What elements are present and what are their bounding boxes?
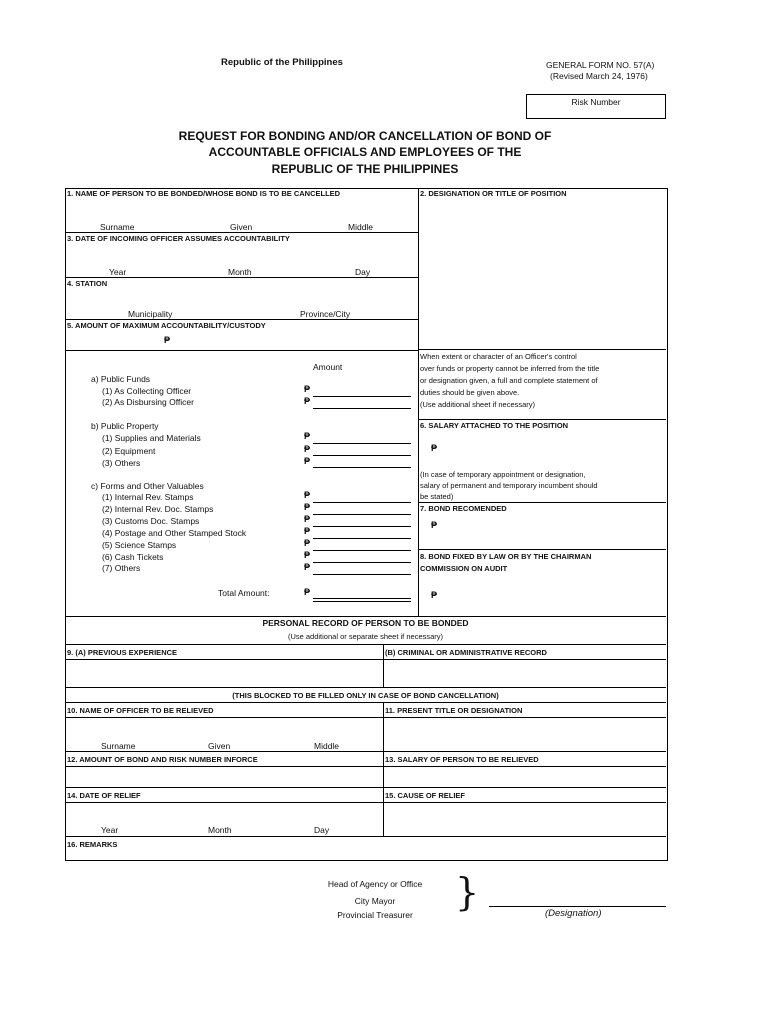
date-relief-field[interactable] [66, 803, 382, 823]
peso-sign: ₱ [304, 444, 311, 454]
peso-sign: ₱ [304, 384, 311, 394]
form-title-line-1: REQUEST FOR BONDING AND/OR CANCELLATION OF BOND OF [178, 129, 552, 143]
amount-forms-others-line[interactable] [313, 574, 411, 575]
section-8-label-line: 8. BOND FIXED BY LAW OR BY THE CHAIRMAN [420, 552, 592, 561]
section-5-label: 5. AMOUNT OF MAXIMUM ACCOUNTABILITY/CUSTODY [67, 321, 266, 330]
salary-field[interactable] [440, 435, 660, 460]
peso-sign: ₱ [304, 396, 311, 406]
middle-name-label: Middle [348, 222, 374, 232]
item-collecting-officer: (1) As Collecting Officer [102, 386, 192, 396]
bond-amount-inforce-field[interactable] [66, 767, 382, 786]
item-cash-tickets: (6) Cash Tickets [102, 552, 164, 562]
given-name-label: Given [208, 741, 231, 751]
group-forms-valuables: c) Forms and Other Valuables [91, 481, 204, 491]
bond-fixed-field[interactable] [440, 578, 660, 612]
peso-sign: ₱ [304, 587, 311, 597]
section-6-label: 6. SALARY ATTACHED TO THE POSITION [420, 421, 569, 430]
station-field[interactable] [66, 290, 417, 308]
peso-sign: ₱ [304, 550, 311, 560]
personal-record-title: PERSONAL RECORD OF PERSON TO BE BONDED [262, 618, 469, 628]
extent-note-line: or designation given, a full and complete statement of [420, 376, 598, 385]
item-customs-doc-stamps: (3) Customs Doc. Stamps [102, 516, 200, 526]
extent-note [420, 351, 666, 411]
item-forms-others: (7) Others [102, 563, 141, 573]
item-disbursing-officer: (2) As Disbursing Officer [102, 397, 194, 407]
peso-sign: ₱ [304, 526, 311, 536]
section-12-label: 12. AMOUNT OF BOND AND RISK NUMBER INFORCE [67, 755, 258, 764]
signatory-city-mayor: City Mayor [354, 896, 396, 906]
month-label: Month [208, 825, 232, 835]
salary-note-line: (In case of temporary appointment or designation, [420, 470, 586, 479]
name-bonded-field[interactable] [66, 200, 417, 218]
year-label: Year [101, 825, 119, 835]
amount-equipment-line[interactable] [313, 455, 411, 456]
total-amount-label: Total Amount: [218, 588, 270, 598]
peso-sign: ₱ [431, 443, 438, 453]
amount-customs-line[interactable] [313, 526, 411, 527]
section-1-label: 1. NAME OF PERSON TO BE BONDED/WHOSE BOND IS TO BE CANCELLED [67, 189, 341, 198]
item-internal-rev-doc-stamps: (2) Internal Rev. Doc. Stamps [102, 504, 214, 514]
salary-note [420, 469, 598, 502]
designation-field[interactable] [420, 200, 664, 347]
middle-name-label: Middle [314, 741, 340, 751]
salary-note-line: be stated) [420, 492, 454, 501]
salary-relieved-field[interactable] [384, 767, 665, 786]
item-supplies: (1) Supplies and Materials [102, 433, 201, 443]
amount-collecting-line[interactable] [313, 396, 411, 397]
risk-number-label: Risk Number [571, 97, 621, 107]
item-property-others: (3) Others [102, 458, 141, 468]
officer-relieved-field[interactable] [66, 718, 382, 738]
section-16-label: 16. REMARKS [67, 840, 118, 849]
section-3-label: 3. DATE OF INCOMING OFFICER ASSUMES ACCOUNTABILITY [67, 234, 290, 243]
peso-sign: ₱ [304, 538, 311, 548]
date-assume-field[interactable] [66, 245, 417, 265]
form-number: GENERAL FORM NO. 57(A) [546, 60, 655, 70]
surname-label: Surname [100, 222, 135, 232]
personal-record-subtitle: (Use additional or separate sheet if necessary) [287, 632, 444, 641]
amount-cash-tickets-line[interactable] [313, 562, 411, 563]
surname-label: Surname [101, 741, 136, 751]
group-public-funds: a) Public Funds [91, 374, 151, 384]
present-title-field[interactable] [384, 718, 665, 750]
signatory-head-agency: Head of Agency or Office [327, 879, 423, 889]
given-name-label: Given [230, 222, 253, 232]
section-7-label: 7. BOND RECOMENDED [420, 504, 507, 513]
section-14-label: 14. DATE OF RELIEF [67, 791, 141, 800]
section-4-label: 4. STATION [67, 279, 108, 288]
peso-sign: ₱ [304, 456, 311, 466]
item-postage-stamped-stock: (4) Postage and Other Stamped Stock [102, 528, 247, 538]
section-10-label: 10. NAME OF OFFICER TO BE RELIEVED [67, 706, 214, 715]
amount-ir-stamps-line[interactable] [313, 502, 411, 503]
amount-ir-doc-stamps-line[interactable] [313, 514, 411, 515]
designation-signature-line[interactable] [489, 906, 666, 907]
province-label: Province/City [300, 309, 351, 319]
extent-note-line: over funds or property cannot be inferred from the title [420, 364, 600, 373]
year-label: Year [109, 267, 127, 277]
section-2-label: 2. DESIGNATION OR TITLE OF POSITION [420, 189, 567, 198]
section-13-label: 13. SALARY OF PERSON TO BE RELIEVED [385, 755, 539, 764]
criminal-record-field[interactable] [384, 660, 665, 686]
form-title-line-3: REPUBLIC OF THE PHILIPPINES [271, 162, 459, 176]
peso-sign: ₱ [304, 490, 311, 500]
item-science-stamps: (5) Science Stamps [102, 540, 177, 550]
section-9b-label: (B) CRIMINAL OR ADMINISTRATIVE RECORD [385, 648, 547, 657]
cancellation-note: (THIS BLOCKED TO BE FILLED ONLY IN CASE OF BOND CANCELLATION) [232, 691, 499, 700]
peso-sign: ₱ [304, 502, 311, 512]
section-8-label-line: COMMISSION ON AUDIT [420, 564, 508, 573]
bond-recommended-field[interactable] [440, 515, 660, 545]
form-title-line-2: ACCOUNTABLE OFFICIALS AND EMPLOYEES OF THE [208, 145, 522, 159]
republic-heading: Republic of the Philippines [221, 57, 343, 68]
peso-sign: ₱ [304, 562, 311, 572]
designation-label: (Designation) [545, 908, 602, 919]
day-label: Day [314, 825, 330, 835]
form-revised-date: (Revised March 24, 1976) [550, 71, 648, 81]
peso-sign: ₱ [304, 431, 311, 441]
extent-note-line: duties should be given above. [420, 388, 520, 397]
previous-experience-field[interactable] [66, 660, 382, 686]
amount-header: Amount [313, 362, 343, 372]
amount-science-line[interactable] [313, 550, 411, 551]
month-label: Month [228, 267, 252, 277]
remarks-field[interactable] [66, 851, 665, 858]
total-amount-line[interactable] [313, 598, 411, 599]
municipality-label: Municipality [128, 309, 173, 319]
section-9a-label: 9. (A) PREVIOUS EXPERIENCE [67, 648, 178, 657]
brace-icon: } [455, 870, 480, 914]
item-internal-rev-stamps: (1) Internal Rev. Stamps [102, 492, 194, 502]
item-equipment: (2) Equipment [102, 446, 156, 456]
peso-sign: ₱ [431, 520, 438, 530]
section-11-label: 11. PRESENT TITLE OR DESIGNATION [385, 706, 523, 715]
risk-number-box[interactable] [526, 94, 666, 119]
group-public-property: b) Public Property [91, 421, 159, 431]
peso-sign: ₱ [304, 514, 311, 524]
extent-note-line: When extent or character of an Officer's control [420, 352, 577, 361]
section-15-label: 15. CAUSE OF RELIEF [385, 791, 466, 800]
cause-relief-field[interactable] [384, 803, 665, 835]
total-amount-double-line [313, 601, 411, 602]
day-label: Day [355, 267, 371, 277]
amount-postage-line[interactable] [313, 538, 411, 539]
section-8-label [420, 551, 591, 575]
signatory-provincial-treasurer: Provincial Treasurer [337, 910, 413, 920]
amount-disbursing-line[interactable] [313, 408, 411, 409]
extent-note-line: (Use additional sheet if necessary) [420, 400, 536, 409]
peso-sign: ₱ [431, 590, 438, 600]
amount-supplies-line[interactable] [313, 443, 411, 444]
salary-note-line: salary of permanent and temporary incumbent should [420, 481, 598, 490]
amount-property-others-line[interactable] [313, 467, 411, 468]
peso-sign: ₱ [164, 335, 171, 345]
